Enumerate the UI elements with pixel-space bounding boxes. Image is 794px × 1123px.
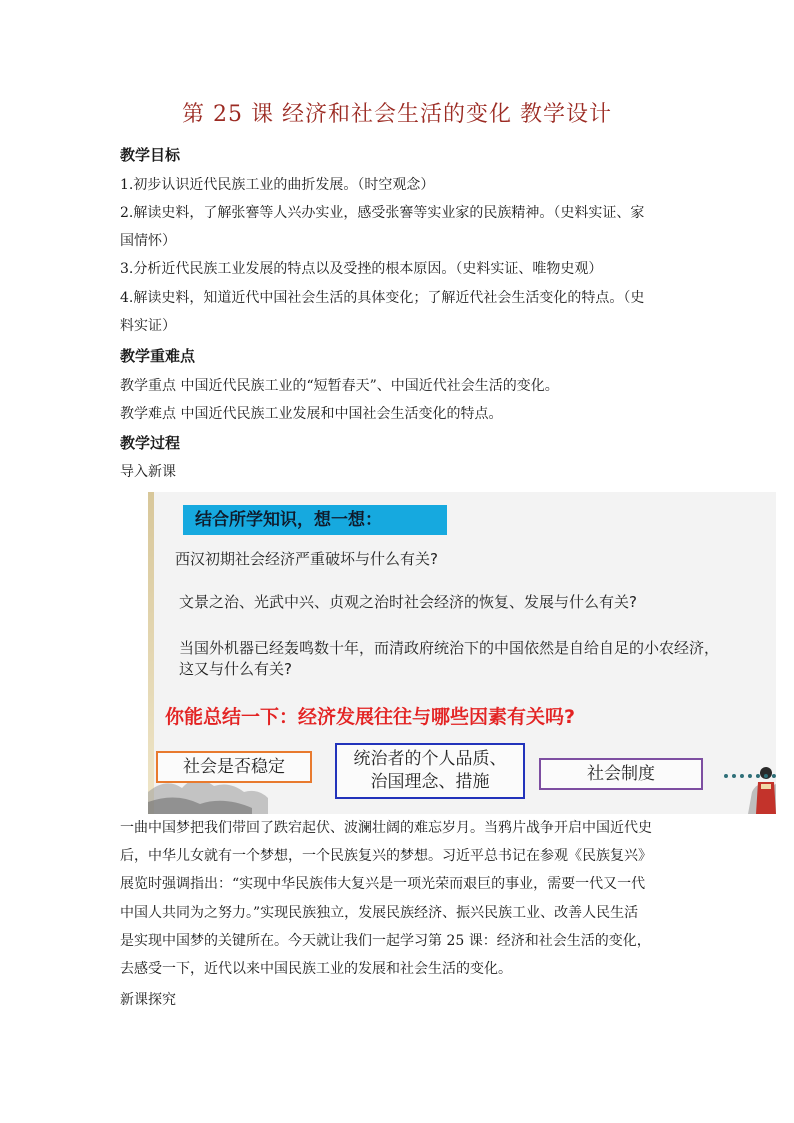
key-points-heading: 教学重难点 bbox=[120, 347, 196, 365]
page-title: 第 25 课 经济和社会生活的变化 教学设计 bbox=[182, 102, 612, 127]
intro-paragraph-line-3: 展览时强调指出：“实现中华民族伟大复兴是一项光荣而艰巨的事业，需要一代又一代 bbox=[120, 876, 646, 892]
goal-item-3: 3.分析近代民族工业发展的特点以及受挫的根本原因。（史料实证、唯物史观） bbox=[120, 261, 603, 277]
dotted-connector bbox=[724, 774, 776, 778]
intro-paragraph-line-2: 后，中华儿女就有一个梦想，一个民族复兴的梦想。习近平总书记在参观《民族复兴》 bbox=[120, 848, 652, 864]
intro-paragraph-line-5: 是实现中国梦的关键所在。今天就让我们一起学习第 25 课：经济和社会生活的变化， bbox=[120, 933, 651, 949]
factor-box-ruler-line-2: 治国理念、措施 bbox=[370, 772, 490, 792]
goal-item-2: 2.解读史料，了解张謇等人兴办实业，感受张謇等实业家的民族精神。（史料实证、家 bbox=[120, 205, 645, 221]
intro-label: 导入新课 bbox=[120, 464, 176, 480]
figure-illustration-icon bbox=[754, 764, 776, 814]
intro-paragraph-line-4: 中国人共同为之努力。”实现民族独立，发展民族经济、振兴民族工业、改善人民生活 bbox=[120, 905, 639, 921]
factor-box-stability: 社会是否稳定 bbox=[156, 751, 312, 783]
goal-item-4: 4.解读史料，知道近代中国社会生活的具体变化；了解近代社会生活变化的特点。（史 bbox=[120, 290, 645, 306]
slide-question-3-line-1: 当国外机器已经轰鸣数十年，而清政府统治下的中国依然是自给自足的小农经济， bbox=[179, 639, 720, 657]
slide-question-2: 文景之治、光武中兴、贞观之治时社会经济的恢复、发展与什么有关? bbox=[179, 593, 637, 611]
intro-paragraph-line-1: 一曲中国梦把我们带回了跌宕起伏、波澜壮阔的难忘岁月。当鸦片战争开启中国近代史 bbox=[120, 820, 652, 836]
intro-slide-image bbox=[148, 492, 776, 814]
slide-question-1: 西汉初期社会经济严重破坏与什么有关? bbox=[175, 550, 438, 568]
key-point: 教学重点 中国近代民族工业的“短暂春天”、中国近代社会生活的变化。 bbox=[120, 378, 559, 394]
difficult-point: 教学难点 中国近代民族工业发展和中国社会生活变化的特点。 bbox=[120, 406, 503, 422]
goal-item-1: 1.初步认识近代民族工业的曲折发展。（时空观念） bbox=[120, 177, 435, 193]
factor-box-ruler bbox=[335, 743, 525, 799]
factor-box-ruler-line-1: 统治者的个人品质、 bbox=[353, 749, 507, 769]
slide-summary: 你能总结一下：经济发展往往与哪些因素有关吗? bbox=[165, 706, 576, 728]
factor-box-system: 社会制度 bbox=[539, 758, 703, 790]
goal-item-4-cont: 料实证） bbox=[120, 318, 176, 334]
goals-heading: 教学目标 bbox=[120, 146, 181, 164]
new-lesson-label: 新课探究 bbox=[120, 992, 176, 1008]
process-heading: 教学过程 bbox=[120, 434, 181, 452]
slide-title: 结合所学知识，想一想： bbox=[183, 505, 447, 535]
goal-item-2-cont: 国情怀） bbox=[120, 233, 176, 249]
slide-question-3-line-2: 这又与什么有关? bbox=[179, 660, 292, 678]
intro-paragraph-line-6: 去感受一下，近代以来中国民族工业的发展和社会生活的变化。 bbox=[120, 961, 512, 977]
